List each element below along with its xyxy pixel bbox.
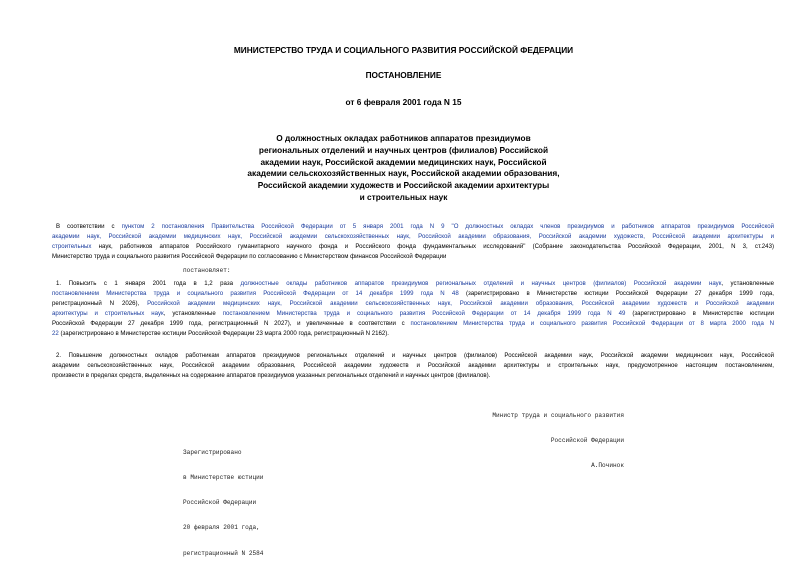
government-decree-link-cont[interactable]: академии наук, Российской академии медицинских наук, Российской академии сельскохозяйственных наук, Российской академии образования, Российской академии художеств, Российской академии архитектуры и [52, 233, 774, 240]
government-decree-link[interactable]: пунктом 2 постановления Правительства Российской Федерации от 5 января 2001 года N 9 "О должностных окладах членов президиумов и работников аппаратов президиумов Российской [121, 223, 774, 230]
decree-22-link[interactable]: постановлением Министерства труда и социального развития Российской Федерации от 8 марта 2000 года N [410, 320, 774, 327]
subject-line: О должностных окладах работников аппаратов президиумов [276, 133, 531, 143]
item-2-line: академии сельскохозяйственных наук, Российской академии образования, Российской академии художеств и Российской академии архитектуры и строительных наук, предусмотренное настоящим постановлением, [52, 362, 774, 369]
item-1-text: Российской Федерации 27 декабря 1999 года, регистрационный N 2027), и увеличенные в соответствии с [52, 320, 411, 327]
item-2-line: 2. Повышение должностных окладов работникам аппаратов президиумов региональных отделений и научных центров (филиалов) Российской академии наук, Российской академии медицинских наук, Российской [56, 352, 774, 359]
academies-link[interactable]: Российской академии медицинских наук, Российской академии сельскохозяйственных наук, Российской академии образования, Российской академии художеств и Российской академии [147, 300, 774, 307]
registration-line: регистрационный N 2584 [183, 549, 264, 557]
item-1-text: , установленные [163, 310, 223, 317]
signature-line: Российской Федерации [550, 437, 624, 445]
item-2-paragraph [52, 351, 774, 381]
subject-line: академии наук, Российской академии медицинских наук, Российской [260, 156, 547, 167]
decree-word: постановляет: [183, 267, 231, 274]
salary-link[interactable]: должностные оклады работников аппаратов президиумов региональных отделений и научных центров (филиалов) Российской академии наук [240, 280, 722, 287]
academies-link-end[interactable]: архитектуры и строительных наук [52, 310, 164, 317]
signature-block [420, 395, 624, 487]
item-1-paragraph [52, 279, 774, 339]
ministry-title: МИНИСТЕРСТВО ТРУДА И СОЦИАЛЬНОГО РАЗВИТИЯ РОССИЙСКОЙ ФЕДЕРАЦИИ [233, 45, 574, 55]
registration-line: 20 февраля 2001 года, [183, 524, 260, 532]
item-1-text: (зарегистрировано в Министерстве юстиции Российской Федерации 23 марта 2000 года, регистрационный N 2162). [58, 330, 389, 337]
document-type: ПОСТАНОВЛЕНИЕ [365, 70, 442, 80]
subject-line: Российской академии художеств и Российской академии архитектуры [257, 180, 550, 191]
registration-line: Зарегистрировано [183, 448, 242, 456]
document-subject [0, 133, 807, 204]
registration-line: в Министерстве юстиции [183, 474, 264, 482]
government-decree-link-end[interactable]: строительных [52, 243, 92, 250]
item-1-text: регистрационный N 2026), [52, 300, 148, 307]
subject-line: академии сельскохозяйственных наук, Российской академии образования, [247, 168, 560, 179]
preamble-paragraph [52, 222, 774, 262]
subject-line: и строительных наук [359, 191, 448, 202]
document-date-number: от 6 февраля 2001 года N 15 [345, 97, 462, 107]
item-1-text: (зарегистрировано в Министерстве юстиции Российской Федерации 27 декабря 1999 года, [458, 290, 774, 297]
preamble-text-end: Министерство труда и социального развития Российской Федерации по согласованию с Министерством финансов Российской Федерации [52, 253, 447, 260]
decree-22-link-end[interactable]: 22 [52, 330, 59, 337]
item-1-text: 1. Повысить с 1 января 2001 года в 1,2 раза [56, 280, 241, 287]
registration-block [183, 432, 263, 575]
decree-48-link[interactable]: постановлением Министерства труда и социального развития Российской Федерации от 14 декабря 1999 года N 48 [52, 290, 459, 297]
item-1-text: , установленные [721, 280, 774, 287]
subject-line: региональных отделений и научных центров (филиалов) Российской [258, 144, 549, 155]
signature-line: Министр труда и социального развития [492, 411, 624, 419]
signature-name: А.Починок [591, 462, 624, 470]
preamble-text: В соответствии с [56, 223, 122, 230]
item-2-line: произвести в пределах средств, выделенных на содержание аппаратов президиумов указанных региональных отделений и научных центров (филиалов). [52, 372, 491, 379]
decree-49-link[interactable]: постановлением Министерства труда и социального развития Российской Федерации от 14 декабря 1999 года N 49 [222, 310, 626, 317]
registration-line: Российской Федерации [183, 499, 257, 507]
item-1-text: (зарегистрировано в Министерстве юстиции [625, 310, 775, 317]
preamble-text-cont: наук, работников аппаратов Российского гуманитарного научного фонда и Российского фонда фундаментальных исследований" (Собрание законодательства Российской Федерации, 2001, N 3, ст.243) [91, 243, 774, 250]
